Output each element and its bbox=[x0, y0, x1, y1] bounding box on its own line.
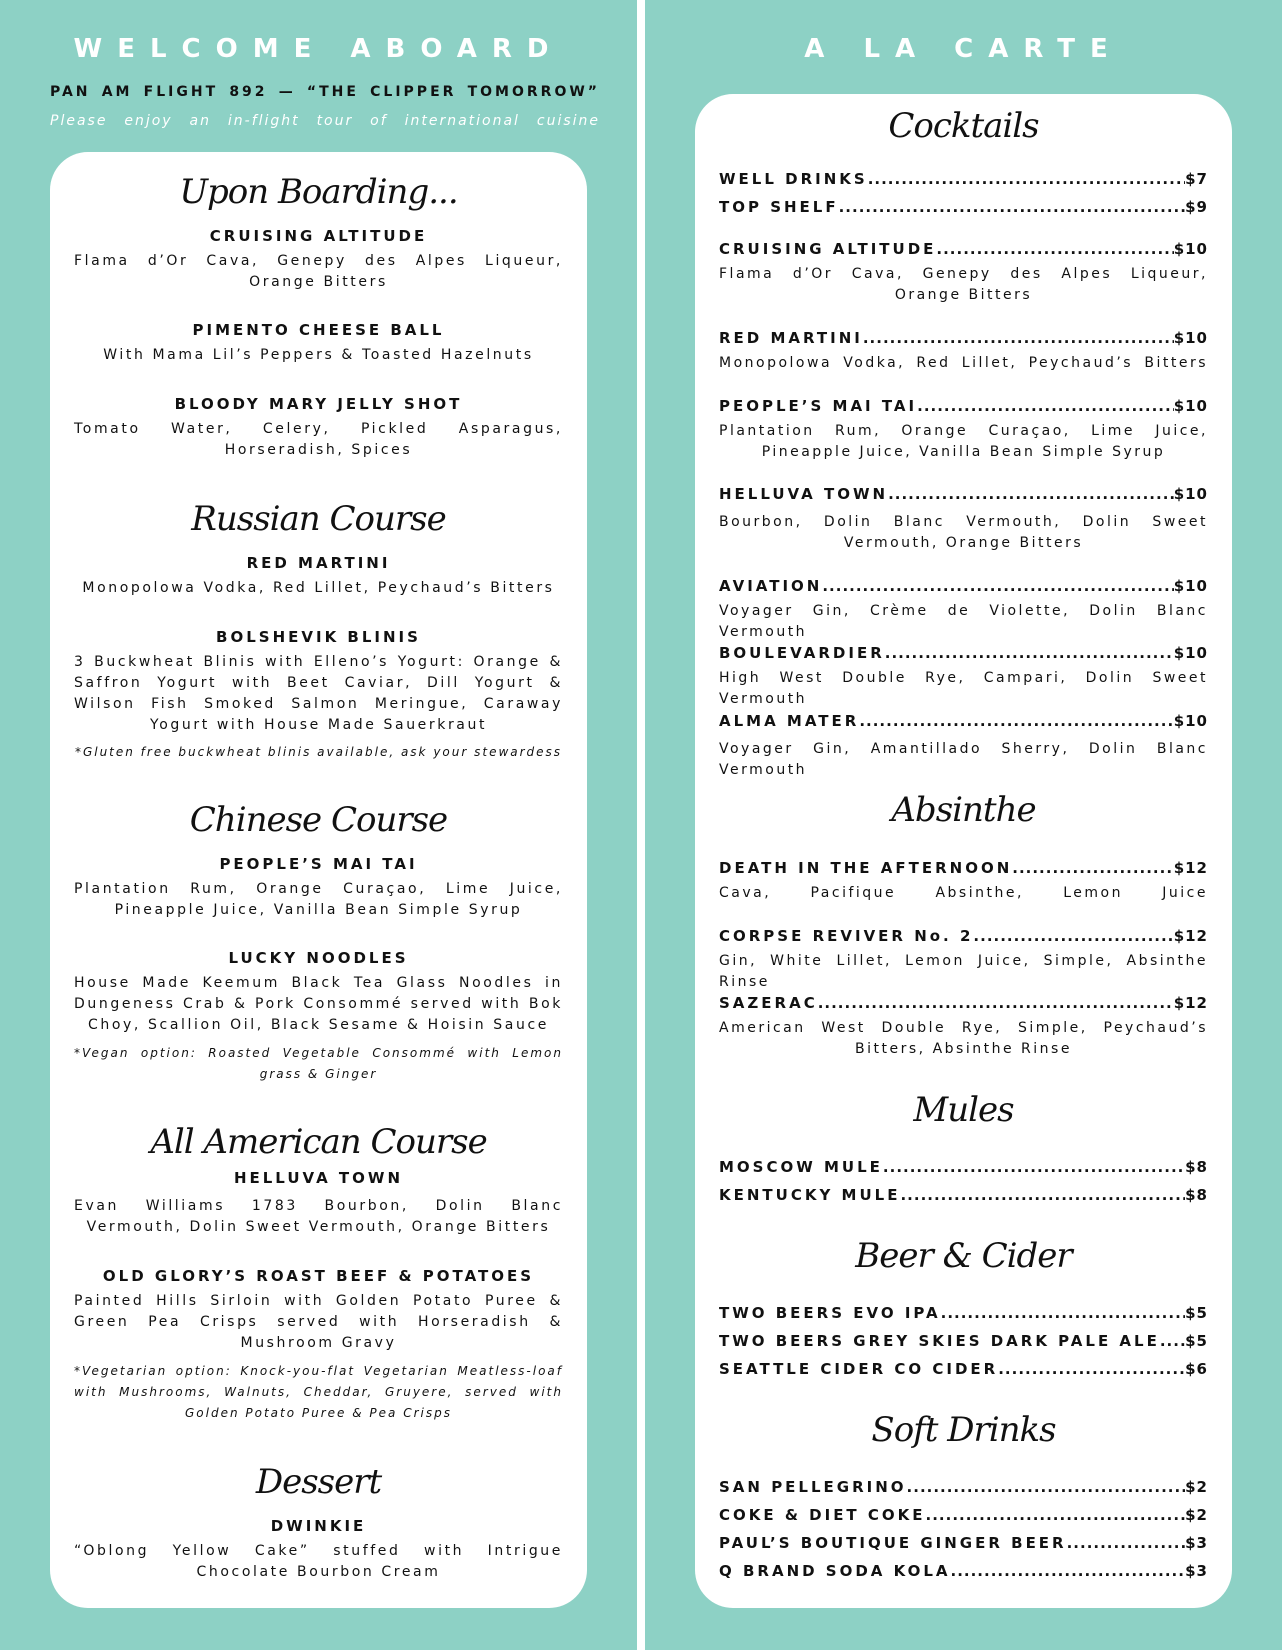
item-description: House Made Keemum Black Tea Glass Noodles in Dungeness Crab & Pork Consommé served with Bok Choy, Scallion Oil, Black Sesame & Hoisin Sauce bbox=[74, 975, 563, 1033]
section-title-cocktails: Cocktails bbox=[888, 106, 1039, 146]
tagline: Please enjoy an in-flight tour of international cuisine bbox=[50, 113, 600, 129]
item-name: BLOODY MARY JELLY SHOT bbox=[174, 395, 463, 413]
menu-row: AVIATION ..... $10 bbox=[719, 577, 1208, 595]
menu-row: PEOPLE’S MAI TAI ..... $10 bbox=[719, 397, 1208, 415]
item-description: Flama d’Or Cava, Genepy des Alpes Liqueur, Orange Bitters bbox=[719, 266, 1208, 303]
item-description: Tomato Water, Celery, Pickled Asparagus, Horseradish, Spices bbox=[74, 421, 563, 458]
menu-row: TOP SHELF ..... $9 bbox=[719, 198, 1208, 216]
right-panel bbox=[645, 0, 1282, 1650]
item-description: “Oblong Yellow Cake” stuffed with Intrigue Chocolate Bourbon Cream bbox=[74, 1543, 563, 1580]
item-description: Plantation Rum, Orange Curaçao, Lime Juice, Pineapple Juice, Vanilla Bean Simple Syrup bbox=[74, 881, 563, 918]
menu-row: CRUISING ALTITUDE ..... $10 bbox=[719, 240, 1208, 258]
section-title-upon-boarding: Upon Boarding... bbox=[179, 172, 458, 212]
flight-subtitle: PAN AM FLIGHT 892 — “THE CLIPPER TOMORROW” bbox=[50, 84, 600, 100]
item-name: RED MARTINI bbox=[246, 554, 391, 572]
item-note: *Gluten free buckwheat blinis available, ask your stewardess bbox=[74, 745, 563, 759]
item-description: High West Double Rye, Campari, Dolin Sweet Vermouth bbox=[719, 670, 1208, 707]
item-description: With Mama Lil’s Peppers & Toasted Hazelnuts bbox=[103, 347, 534, 363]
menu-row: WELL DRINKS ..... $7 bbox=[719, 170, 1208, 188]
section-title-mules: Mules bbox=[913, 1090, 1014, 1130]
menu-row: CORPSE REVIVER No. 2 ..... $12 bbox=[719, 927, 1208, 945]
menu-row: COKE & DIET COKE ..... $2 bbox=[719, 1506, 1208, 1524]
section-title-chinese: Chinese Course bbox=[189, 800, 448, 840]
item-description: Plantation Rum, Orange Curaçao, Lime Juice, Pineapple Juice, Vanilla Bean Simple Syrup bbox=[719, 423, 1208, 460]
item-description: Monopolowa Vodka, Red Lillet, Peychaud’s Bitters bbox=[719, 355, 1208, 371]
item-description: 3 Buckwheat Blinis with Elleno’s Yogurt: Orange & Saffron Yogurt with Beet Caviar, Dill Yogurt & Wilson Fish Smoked Salmon Meringue, Caraway Yogurt with House Made Sauerkraut bbox=[74, 654, 563, 733]
item-description: Bourbon, Dolin Blanc Vermouth, Dolin Sweet Vermouth, Orange Bitters bbox=[719, 514, 1208, 551]
item-name: BOLSHEVIK BLINIS bbox=[216, 628, 421, 646]
section-title-all-american: All American Course bbox=[150, 1122, 487, 1162]
item-name: CRUISING ALTITUDE bbox=[209, 227, 428, 245]
item-name: DWINKIE bbox=[270, 1517, 367, 1535]
section-title-russian: Russian Course bbox=[191, 499, 446, 539]
item-description: Evan Williams 1783 Bourbon, Dolin Blanc Vermouth, Dolin Sweet Vermouth, Orange Bitters bbox=[74, 1198, 563, 1235]
item-description: Painted Hills Sirloin with Golden Potato Puree & Green Pea Crisps served with Horseradish & Mushroom Gravy bbox=[74, 1293, 563, 1351]
menu-row: MOSCOW MULE ..... $8 bbox=[719, 1158, 1208, 1176]
section-title-soft-drinks: Soft Drinks bbox=[871, 1410, 1056, 1450]
menu-row: ALMA MATER ..... $10 bbox=[719, 712, 1208, 730]
panel-divider bbox=[637, 0, 645, 1650]
a-la-carte-heading: A LA CARTE bbox=[804, 34, 1123, 64]
item-name: PEOPLE’S MAI TAI bbox=[219, 855, 418, 873]
menu-row: SAN PELLEGRINO ..... $2 bbox=[719, 1478, 1208, 1496]
item-name: HELLUVA TOWN bbox=[233, 1169, 404, 1187]
item-description: Gin, White Lillet, Lemon Juice, Simple, Absinthe Rinse bbox=[719, 953, 1208, 990]
menu-row: BOULEVARDIER ..... $10 bbox=[719, 644, 1208, 662]
item-description: American West Double Rye, Simple, Peychaud’s Bitters, Absinthe Rinse bbox=[719, 1020, 1208, 1057]
item-description: Flama d’Or Cava, Genepy des Alpes Liqueur, Orange Bitters bbox=[74, 253, 563, 290]
left-panel bbox=[0, 0, 637, 1650]
menu-row: SAZERAC ..... $12 bbox=[719, 994, 1208, 1012]
menu-row: DEATH IN THE AFTERNOON ..... $12 bbox=[719, 859, 1208, 877]
item-name: PIMENTO CHEESE BALL bbox=[192, 321, 445, 339]
menu-row: TWO BEERS EVO IPA ..... $5 bbox=[719, 1304, 1208, 1322]
item-description: Cava, Pacifique Absinthe, Lemon Juice bbox=[719, 885, 1208, 901]
a-la-carte-card bbox=[695, 94, 1232, 1608]
item-name: LUCKY NOODLES bbox=[228, 949, 409, 967]
section-title-absinthe: Absinthe bbox=[891, 790, 1036, 830]
menu-row: Q BRAND SODA KOLA ..... $3 bbox=[719, 1562, 1208, 1580]
tasting-menu-card bbox=[50, 152, 587, 1608]
menu-row: KENTUCKY MULE ..... $8 bbox=[719, 1186, 1208, 1204]
item-note: *Vegetarian option: Knock-you-flat Vegetarian Meatless-loaf with Mushrooms, Walnuts, Cheddar, Gruyere, served with Golden Potato Puree & Pea Crisps bbox=[74, 1364, 563, 1420]
menu-row: TWO BEERS GREY SKIES DARK PALE ALE ..... $5 bbox=[719, 1332, 1208, 1350]
section-title-dessert: Dessert bbox=[255, 1462, 382, 1502]
item-description: Voyager Gin, Amantillado Sherry, Dolin Blanc Vermouth bbox=[719, 741, 1208, 778]
welcome-heading: WELCOME ABOARD bbox=[73, 34, 564, 64]
item-note: *Vegan option: Roasted Vegetable Consommé with Lemon grass & Ginger bbox=[74, 1046, 563, 1081]
item-description: Voyager Gin, Crème de Violette, Dolin Blanc Vermouth bbox=[719, 603, 1208, 640]
section-title-beer-cider: Beer & Cider bbox=[855, 1236, 1072, 1276]
menu-row: RED MARTINI ..... $10 bbox=[719, 329, 1208, 347]
menu-row: HELLUVA TOWN ..... $10 bbox=[719, 485, 1208, 503]
menu-row: PAUL’S BOUTIQUE GINGER BEER ..... $3 bbox=[719, 1534, 1208, 1552]
item-description: Monopolowa Vodka, Red Lillet, Peychaud’s Bitters bbox=[82, 580, 555, 596]
menu-row: SEATTLE CIDER CO CIDER ..... $6 bbox=[719, 1360, 1208, 1378]
item-name: OLD GLORY’S ROAST BEEF & POTATOES bbox=[102, 1267, 535, 1285]
